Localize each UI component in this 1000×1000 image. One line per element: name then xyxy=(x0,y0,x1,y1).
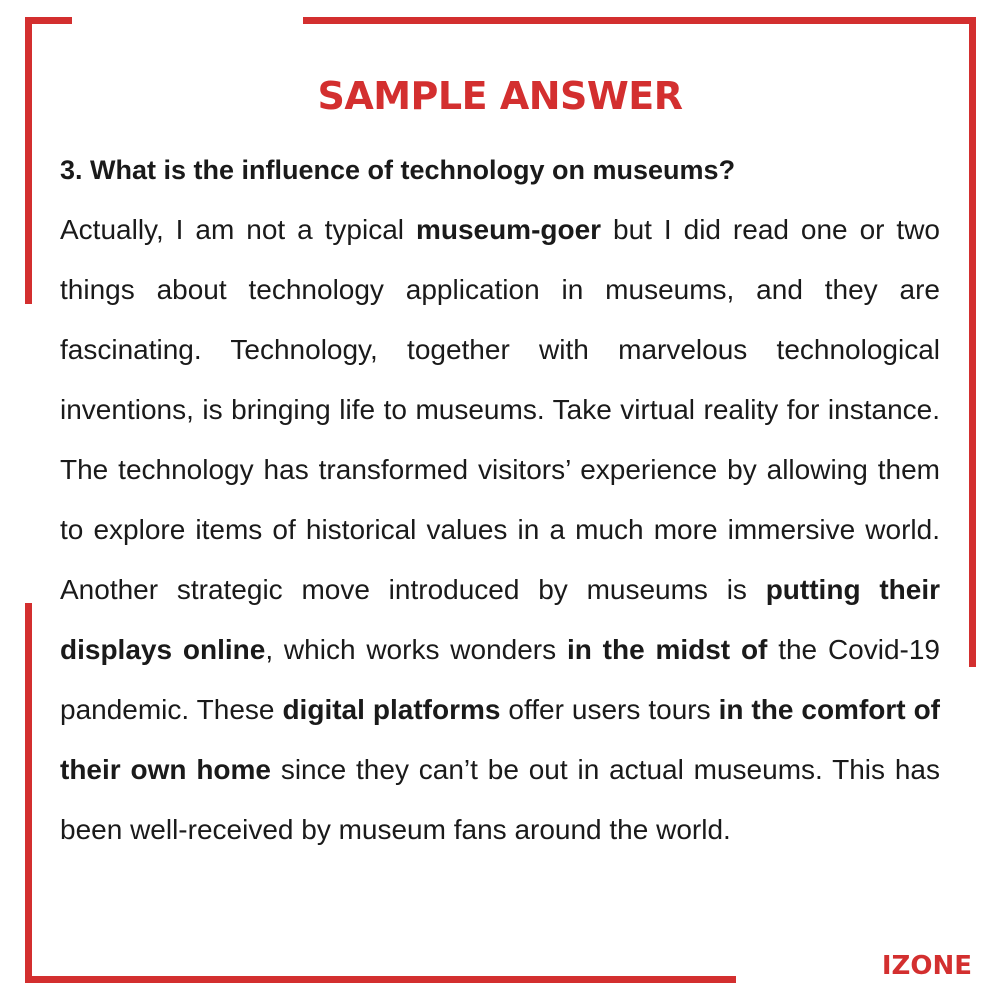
answer-segment: since they can’t be out in actual museums. This has been well-received by museum fans around the world. xyxy=(60,754,940,845)
answer-segment: Actually, I am not a typical xyxy=(60,214,416,245)
answer-segment: but I did read one or two things about technology application in museums, and they are fascinating. Technology, together with marvelous technological inventions, is bringing life to museums. Take virtual reality for instance. The technology has transformed visitors’ experience by allowing them to explore items of historical values in a much more immersive world. Another strategic move introduced by museums is xyxy=(60,214,940,605)
answer-keyword: putting their displays online xyxy=(60,574,940,665)
answer-keyword: museum-goer xyxy=(415,214,602,245)
answer-segment: offer users tours xyxy=(500,694,719,725)
answer-segment: , which works wonders xyxy=(265,634,567,665)
page-title: SAMPLE ANSWER xyxy=(317,74,683,118)
question-heading: 3. What is the influence of technology on museums? xyxy=(60,155,736,185)
frame-bottom-line xyxy=(25,976,736,983)
answer-segment: the Covid-19 pandemic. These xyxy=(60,634,941,725)
frame-top-right-line xyxy=(303,17,976,24)
brand-logo: IZONE xyxy=(881,951,972,981)
frame-left-top-line xyxy=(25,17,32,304)
answer-keyword: in the midst of xyxy=(566,634,768,665)
answer-paragraph xyxy=(60,200,940,860)
frame-top-left-line xyxy=(25,17,72,24)
frame-left-bottom-line xyxy=(25,603,32,983)
answer-keyword: digital platforms xyxy=(282,694,501,725)
answer-keyword: in the comfort of their own home xyxy=(60,694,941,785)
